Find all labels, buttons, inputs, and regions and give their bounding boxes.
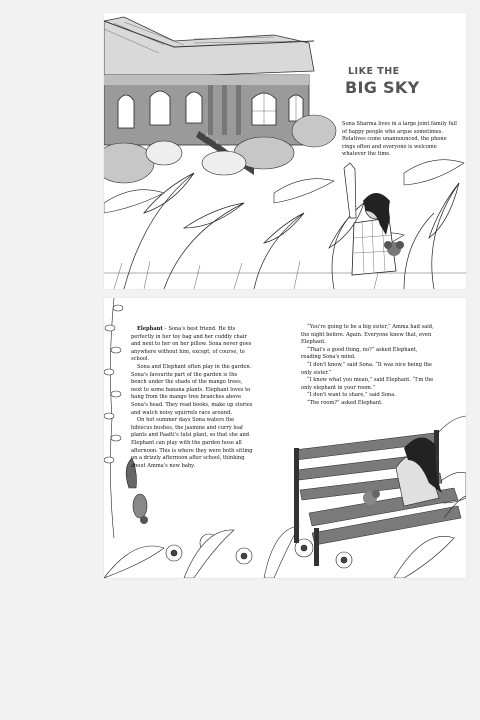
girl-illustration	[344, 163, 404, 275]
intro-paragraph: Sona Sharma lives in a large joint family full of happy people who argue sometimes. Relatives come unannounced, the phone rings often and everyone is welcome whatever the time.	[342, 121, 457, 158]
paragraph: “I know what you mean,” said Elephant. “I'm the only elephant in your room.”	[301, 377, 434, 391]
paragraph: “You're going to be a big sister,” Amma had said, the night before. Again. Everyone knew that, even Elephant.	[301, 324, 434, 346]
paragraph: On hot summer days Sona waters the hibiscus bushes, the jasmine and curry leaf plants and Paatti's tulsi plant, so that she and Elephant can play with the garden hose all afternoon. This is where they were both sitting on a drizzly afternoon after school, thinking about Amma's new baby.	[131, 417, 253, 469]
paragraph-elephant-intro	[131, 326, 253, 364]
top-page	[104, 13, 466, 289]
paragraph: Sona and Elephant often play in the garden. Sona's favourite part of the garden is the bench under the shade of the mango trees, next to some banana plants. Elephant loves to hang from the mango tree branches above Sona's head. They read books, make up stories and watch noisy squirrels race around.	[131, 363, 253, 416]
lead-word: Elephant	[137, 326, 163, 332]
paragraph: “I don't know,” said Sona. “It was nice being the only sister.”	[301, 361, 432, 376]
paragraph: “That's a good thing, no?” asked Elephant, reading Sona's mind.	[301, 346, 418, 361]
paragraph: “I don't want to share,” said Sona.	[307, 392, 396, 399]
chapter-title-line1: LIKE THE	[348, 66, 400, 77]
chapter-title	[345, 66, 463, 97]
chapter-title-line2: BIG SKY	[345, 78, 420, 97]
paragraph-text: – Sona's best friend. He fits perfectly in her toy bag and her cuddly chair and next to her on her pillow. Sona never goes anywhere without him, except, of course, to school.	[131, 326, 252, 363]
left-text-column	[131, 326, 253, 470]
right-text-column	[301, 324, 439, 408]
paragraph: “The room?” asked Elephant.	[307, 399, 383, 406]
bottom-page	[104, 298, 466, 578]
